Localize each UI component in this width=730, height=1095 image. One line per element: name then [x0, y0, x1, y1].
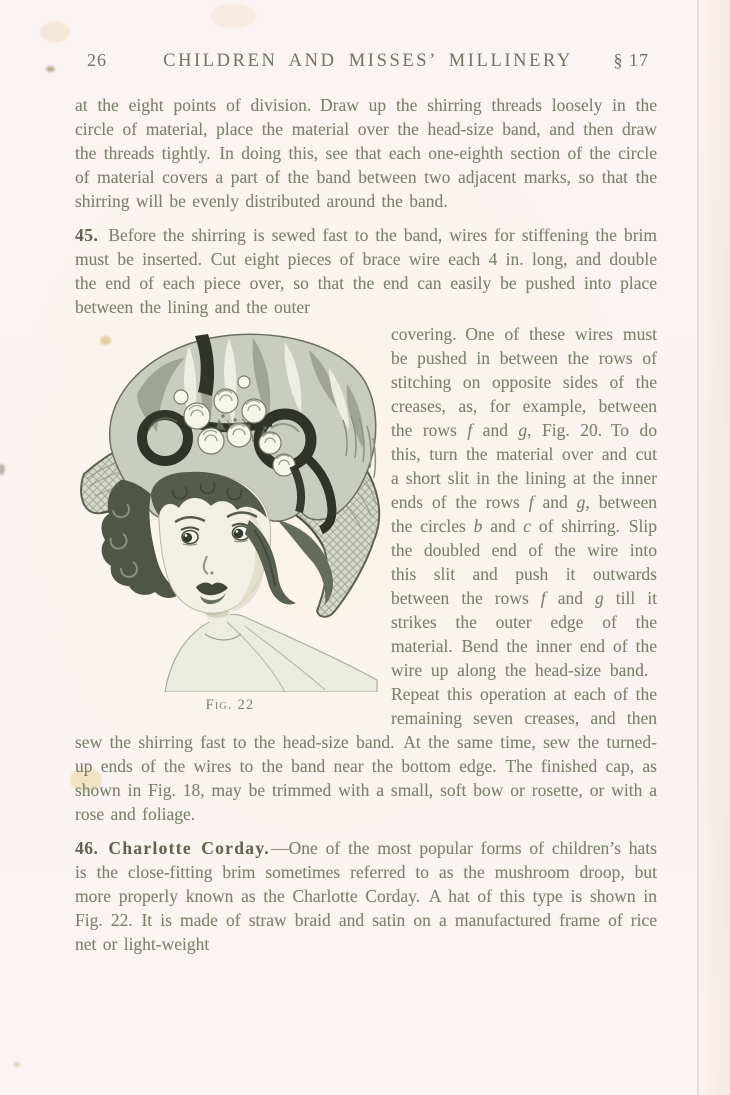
scan-stain	[46, 66, 55, 72]
paragraph-45	[75, 223, 657, 319]
section-number: § 17	[613, 50, 649, 70]
scan-edge-shading	[696, 0, 730, 1095]
paragraph-45-number: 45.	[75, 225, 99, 245]
page-content	[75, 50, 657, 956]
paragraph-45-beside-figure: covering. One of these wires must be pushed in between the rows of stitching on opposite sides of the creases, as, for example, between the rows f and g, Fig. 20. To do this, turn the material over and cut a short slit in the lining at the inner ends of the rows f and g, between the circles b and c of shirring. Slip the doubled end of the wire into this slit and push it outwards between the rows f and g till it strikes the outer edge of the material. Bend the inner end of the wire up along the head-size band. Repeat this operation at each of the remaining seven creases, and then sew the shirring fast to the head-size band. At the same time, sew the turned-up ends of the wires to the band near the bottom edge. The finished cap, as shown in Fig. 18, may be trimmed with a small, soft bow or rosette, or with a rose and foliage.	[75, 324, 658, 824]
paragraph-46	[75, 836, 657, 956]
paragraph-46-number: 46.	[75, 838, 99, 858]
running-title: CHILDREN AND MISSES’ MILLINERY	[163, 51, 573, 71]
paragraph-46-text: —One of the most popular forms of children’s hats is the close-fitting brim sometimes referred to as the mushroom droop, but more properly known as the Charlotte Corday. A hat of this type is shown in Fig. 22. It is made of straw braid and satin on a manufactured frame of rice net or light-weight	[75, 838, 657, 954]
figure-22	[77, 324, 383, 714]
figure-caption: Fig. 22	[205, 697, 255, 713]
scan-edge-line	[697, 0, 699, 1095]
paragraph-46-heading: Charlotte Corday.	[108, 838, 271, 858]
page-number: 26	[87, 50, 107, 70]
paragraph-44-continuation: at the eight points of division. Draw up the shirring threads loosely in the circle of material, place the material over the head-size band, and then draw the threads tightly. In doing this, see that each one-eighth section of the circle of material covers a part of the band between two adjacent marks, so that the shirring will be evenly distributed around the band.	[75, 95, 657, 211]
dress-shoulders	[165, 614, 377, 692]
paragraph-45-text: Before the shirring is sewed fast to the band, wires for stiffening the brim must be inserted. Cut eight pieces of brace wire each 4 in. long, and double the end of each piece over, so that the end can easily be pushed into place between the lining and the outer	[75, 225, 657, 317]
scan-stain	[40, 22, 70, 42]
scan-stain	[210, 4, 256, 28]
running-header	[75, 50, 657, 72]
figure-22-illustration	[77, 324, 383, 692]
scan-stain	[14, 1062, 20, 1067]
figure-block	[75, 322, 657, 826]
scan-stain	[0, 464, 5, 475]
